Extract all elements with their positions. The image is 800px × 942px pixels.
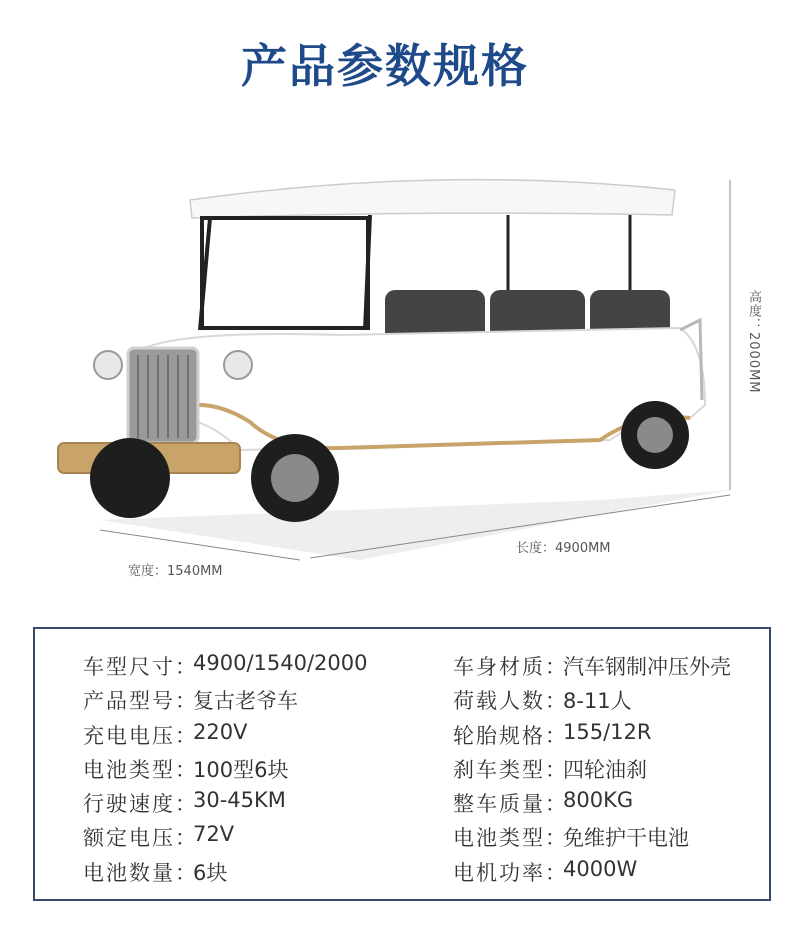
spec-colon: ： xyxy=(175,757,196,782)
spec-key: 额定电压 xyxy=(83,826,175,851)
spec-row xyxy=(83,788,367,822)
width-dimension-label: 宽度：1540MM xyxy=(128,564,223,579)
spec-colon: ： xyxy=(175,826,196,851)
spec-value: 4900/1540/2000 xyxy=(193,651,368,675)
spec-row xyxy=(453,754,731,788)
spec-key: 刹车类型 xyxy=(453,757,545,782)
spec-colon: ： xyxy=(545,826,566,851)
page-title: 产品参数规格 xyxy=(241,39,529,93)
spec-value: 6块 xyxy=(193,860,228,885)
spec-column-right xyxy=(453,651,731,891)
spec-value: 220V xyxy=(193,719,248,744)
spec-colon: ： xyxy=(175,792,196,817)
spec-row xyxy=(83,651,367,685)
spec-key: 产品型号 xyxy=(83,689,175,714)
spec-row xyxy=(453,788,731,822)
spec-value: 8-11人 xyxy=(563,689,632,714)
spec-colon: ： xyxy=(175,860,196,885)
spec-value: 4000W xyxy=(563,856,638,881)
spec-value: 30-45KM xyxy=(193,788,286,813)
spec-row xyxy=(83,720,367,754)
spec-colon: ： xyxy=(545,757,566,782)
spec-row xyxy=(83,857,367,891)
spec-value: 155/12R xyxy=(563,719,652,744)
spec-row xyxy=(83,822,367,856)
height-dimension-label: 高度：2000MM xyxy=(746,290,761,394)
spec-value: 免维护干电池 xyxy=(563,826,689,851)
spec-key: 电机功率 xyxy=(453,860,545,885)
spec-colon: ： xyxy=(545,689,566,714)
spec-key: 轮胎规格 xyxy=(453,723,545,748)
spec-row xyxy=(453,857,731,891)
spec-value: 72V xyxy=(193,822,235,847)
spec-row xyxy=(83,754,367,788)
spec-colon: ： xyxy=(175,655,196,679)
spec-colon: ： xyxy=(175,723,196,748)
length-dimension-label: 长度：4900MM xyxy=(516,541,611,556)
spec-row xyxy=(453,651,731,685)
spec-key: 车身材质 xyxy=(453,655,545,679)
spec-key: 电池数量 xyxy=(83,860,175,885)
spec-row xyxy=(453,822,731,856)
spec-value: 100型6块 xyxy=(193,757,289,782)
spec-key: 电池类型 xyxy=(453,826,545,851)
spec-row xyxy=(453,685,731,719)
spec-value: 800KG xyxy=(563,788,634,813)
spec-key: 电池类型 xyxy=(83,757,175,782)
spec-row xyxy=(453,720,731,754)
spec-colon: ： xyxy=(545,860,566,885)
spec-key: 行驶速度 xyxy=(83,792,175,817)
spec-colon: ： xyxy=(545,792,566,817)
spec-column-left xyxy=(83,651,367,891)
spec-colon: ： xyxy=(545,655,566,679)
spec-value: 四轮油刹 xyxy=(563,757,647,782)
spec-colon: ： xyxy=(175,689,196,714)
spec-key: 车型尺寸 xyxy=(83,655,175,679)
spec-key: 荷载人数 xyxy=(453,689,545,714)
spec-table xyxy=(33,627,771,901)
spec-row xyxy=(83,685,367,719)
spec-value: 汽车钢制冲压外壳 xyxy=(563,655,731,679)
vintage-car-image xyxy=(40,160,760,590)
spec-value: 复古老爷车 xyxy=(193,689,298,714)
spec-key: 充电电压 xyxy=(83,723,175,748)
spec-key: 整车质量 xyxy=(453,792,545,817)
spec-colon: ： xyxy=(545,723,566,748)
